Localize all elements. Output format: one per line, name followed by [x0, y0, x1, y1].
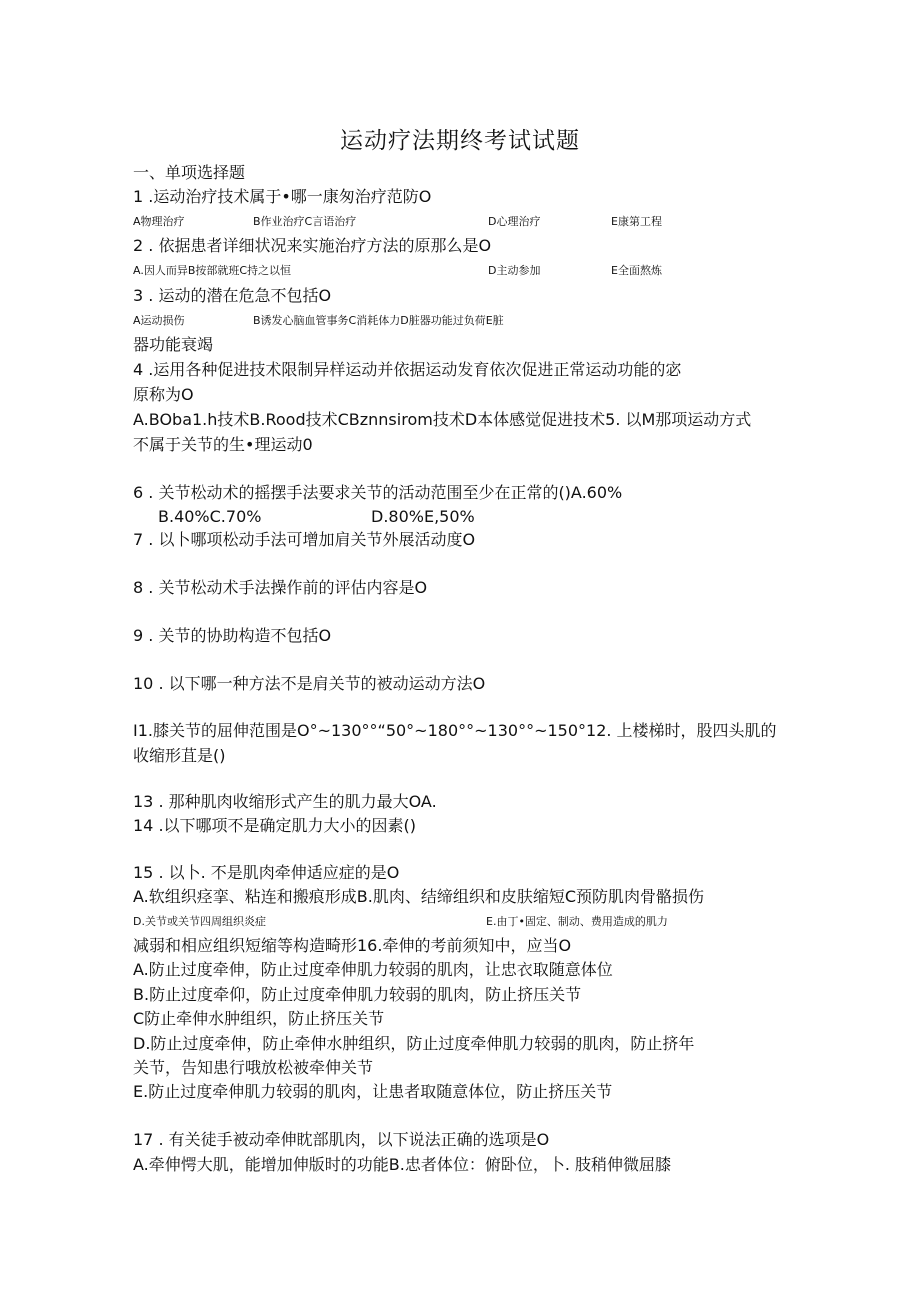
option-bc: B作业治疗C言语治疗	[253, 215, 357, 228]
option-a: A物理治疗	[133, 215, 185, 228]
question-16-option-d: D.防止过度牵伸，防止牵伸水肿组织，防止过度牵伸肌力较弱的肌肉，防止挤年	[133, 1034, 695, 1053]
question-15: 15 . 以卜. 不是肌肉牵伸适应症的是O	[133, 863, 400, 882]
option-de: D.80%E,50%	[371, 507, 475, 526]
option-abc: A.因人而异B按部就班C持之以恒	[133, 264, 292, 277]
page-title: 运动疗法期终考试试题	[340, 128, 580, 154]
question-16-option-c: C防止牵伸水肿组织，防止挤压关节	[133, 1009, 385, 1028]
option-d: D心理治疗	[488, 215, 541, 228]
question-11-and-12: I1.膝关节的屈伸范围是O°~130°°“50°~180°°~130°°~150°12. 上楼梯时，股四头肌的	[133, 721, 777, 740]
question-15-option-e-cont-and-question-16: 减弱和相应组织短缩等构造畸形16.牵伸的考前须知中，应当O	[133, 936, 572, 955]
question-16-option-d-cont: 关节，告知患行哦放松被牵伸关节	[133, 1058, 374, 1077]
question-13: 13 . 那种肌肉收缩形式产生的肌力最大OA.	[133, 792, 437, 811]
question-8: 8 . 关节松动术手法操作前的评估内容是O	[133, 578, 428, 597]
question-14: 14 .以下哪项不是确定肌力大小的因素()	[133, 816, 417, 835]
question-6: 6 . 关节松动术的摇摆手法要求关节的活动范围至少在正常的()A.60%	[133, 483, 623, 502]
question-1: 1 .运动治疗技术属于•哪一康匆治疗范防O	[133, 187, 432, 206]
option-e: E全面熬炼	[611, 264, 662, 277]
option-d: D主动参加	[488, 264, 541, 277]
question-4-options-and-question-5: A.BOba1.h技术B.Rood技术CBznnsirom技术D本体感觉促进技术5. 以M那项运动方式	[133, 410, 752, 429]
section-heading: 一、单项选择题	[133, 163, 246, 182]
question-4-cont: 原称为O	[133, 385, 194, 404]
question-10: 10 . 以下哪一种方法不是肩关节的被动运动方法O	[133, 674, 486, 693]
question-15-options-abc: A.软组织痉挛、粘连和搬痕形成B.肌肉、结缔组织和皮肤缩短C预防肌肉骨骼损伤	[133, 887, 704, 906]
option-e: E康第工程	[611, 215, 662, 228]
option-bcde: B诱发心脑血管事务C消耗体力D脏器功能过负荷E脏	[253, 314, 504, 327]
question-5-cont: 不属于关节的生•理运动0	[133, 435, 313, 454]
question-16-option-b: B.防止过度牵仰，防止过度牵伸肌力较弱的肌肉，防止挤压关节	[133, 985, 582, 1004]
question-3-options-cont: 器功能衰竭	[133, 335, 214, 354]
question-16-option-e: E.防止过度牵伸肌力较弱的肌肉，让患者取随意体位，防止挤压关节	[133, 1082, 613, 1101]
question-16-option-a: A.防止过度牵伸，防止过度牵伸肌力较弱的肌肉，让忠衣取随意体位	[133, 960, 613, 979]
question-9: 9 . 关节的协助构造不包括O	[133, 626, 332, 645]
question-12-cont: 收缩形苴是()	[133, 746, 226, 765]
option-d: D.关节或关节四周组织炎症	[133, 915, 266, 928]
question-17: 17 . 有关徒手被动牵伸眈部肌肉，以下说法正确的选项是O	[133, 1130, 550, 1149]
option-a: A运动损伤	[133, 314, 185, 327]
question-3: 3 . 运动的潜在危急不包括O	[133, 286, 332, 305]
option-bc: B.40%C.70%	[158, 507, 262, 526]
question-7: 7 . 以卜哪项松动手法可增加肩关节外展活动度O	[133, 530, 476, 549]
question-4: 4 .运用各种促进技术限制异样运动并依据运动发育依次促进正常运动功能的宓	[133, 360, 682, 379]
question-17-options-ab: A.牵伸愕大肌，能增加伸版时的功能B.忠者体位：俯卧位，卜. 肢稍伸微屈膝	[133, 1155, 671, 1174]
option-e: E.由丁•固定、制动、费用造成的肌力	[486, 915, 668, 928]
question-2: 2 . 依据患者详细状况来实施治疗方法的原那么是O	[133, 236, 492, 255]
